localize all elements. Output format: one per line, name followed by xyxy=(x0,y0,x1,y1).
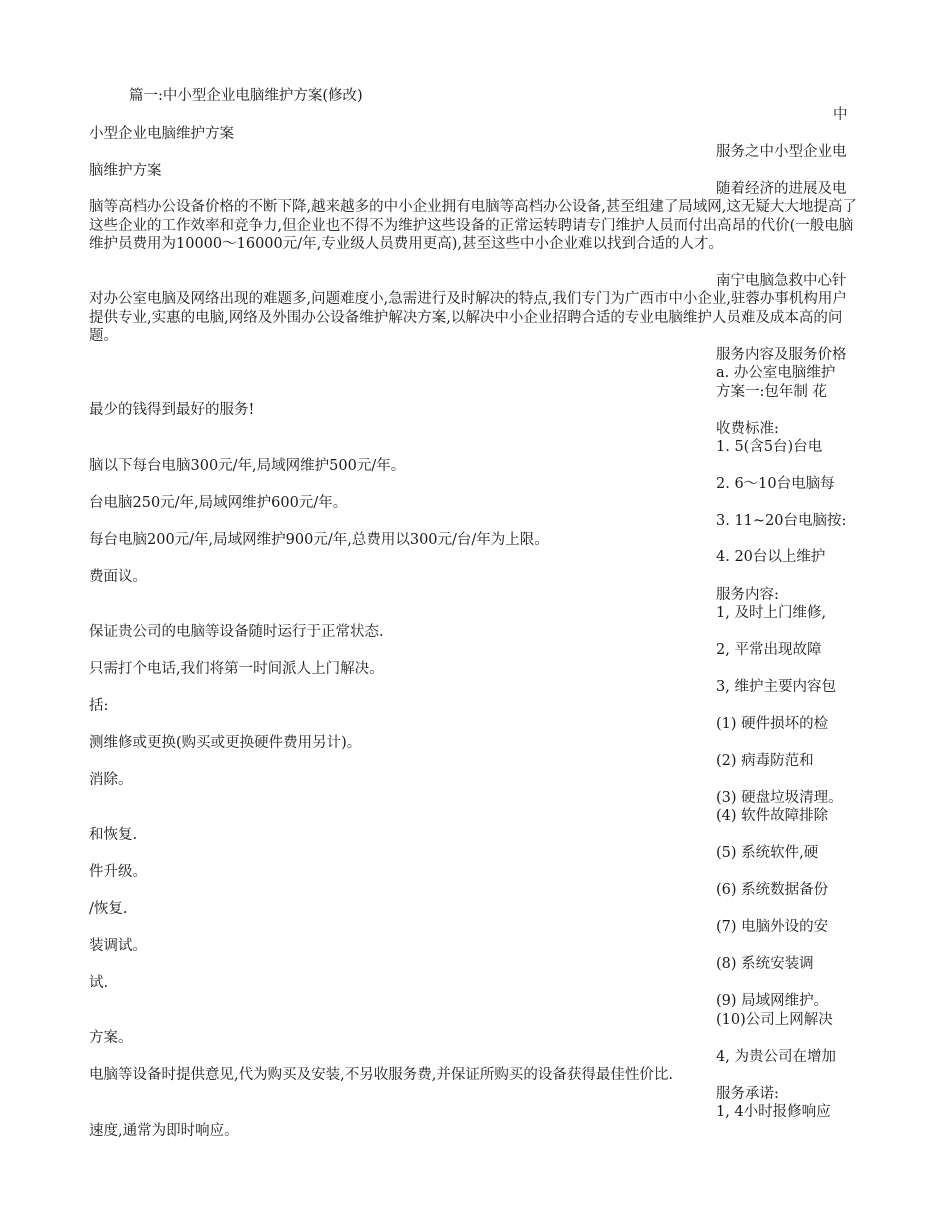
right-text-4: 南宁电脑急救中心针 xyxy=(716,273,847,289)
left-text-15: 和恢复. xyxy=(89,827,138,843)
left-text-20: 方案。 xyxy=(89,1030,133,1046)
right-text-29: 1, 4小时报修响应 xyxy=(716,1104,831,1120)
right-text-11: 3. 11~20台电脑按: xyxy=(716,513,847,529)
left-text-14: 消除。 xyxy=(89,772,133,788)
right-text-9: 1. 5(含5台)台电 xyxy=(716,439,823,455)
right-text-16: 3, 维护主要内容包 xyxy=(716,679,836,695)
right-text-24: (8) 系统安装调 xyxy=(716,956,814,972)
left-text-1: 小型企业电脑维护方案 xyxy=(89,126,234,142)
right-text-28: 服务承诺: xyxy=(716,1086,779,1102)
left-paragraph-2: 对办公室电脑及网络出现的难题多,问题难度小,急需进行及时解决的特点,我们专门为广西市中小企业,驻蓉办事机构用户提供专业,实惠的电脑,网络及外围办公设备维护解决方案,以解决中小企业招聘合适的专业电脑维护人员难及成本高的问题。 xyxy=(89,291,847,344)
right-text-23: (7) 电脑外设的安 xyxy=(716,919,829,935)
right-text-15: 2, 平常出现故障 xyxy=(716,642,822,658)
left-text-10: 保证贵公司的电脑等设备随时运行于正常状态. xyxy=(89,624,384,640)
left-text-17: /恢复. xyxy=(89,901,128,917)
right-text-22: (6) 系统数据备份 xyxy=(716,882,829,898)
left-text-16: 件升级。 xyxy=(89,864,147,880)
right-text-21: (5) 系统软件,硬 xyxy=(716,845,819,861)
left-text-2: 脑维护方案 xyxy=(89,163,162,179)
right-text-17: (1) 硬件损坏的检 xyxy=(716,716,829,732)
right-text-26: (10)公司上网解决 xyxy=(716,1012,833,1028)
right-text-27: 4, 为贵公司在增加 xyxy=(716,1049,836,1065)
left-text-7: 台电脑250元/年,局域网维护600元/年。 xyxy=(89,495,348,511)
right-text-1: 中 xyxy=(833,107,848,123)
right-text-14: 1, 及时上门维修, xyxy=(716,605,827,621)
right-text-20: (4) 软件故障排除 xyxy=(716,808,829,824)
right-text-13: 服务内容: xyxy=(716,587,779,603)
right-text-10: 2. 6～10台电脑每 xyxy=(716,476,835,492)
document-title: 篇一:中小型企业电脑维护方案(修改) xyxy=(129,88,363,104)
right-text-7: 方案一:包年制 花 xyxy=(716,384,827,400)
left-text-19: 试. xyxy=(89,975,109,991)
right-text-25: (9) 局域网维护。 xyxy=(716,993,829,1009)
left-text-6: 脑以下每台电脑300元/年,局域网维护500元/年。 xyxy=(89,458,406,474)
right-text-3: 随着经济的进展及电 xyxy=(716,181,847,197)
right-text-6: a. 办公室电脑维护 xyxy=(716,365,836,381)
left-text-8: 每台电脑200元/年,局域网维护900元/年,总费用以300元/台/年为上限。 xyxy=(89,532,549,548)
right-text-8: 收费标准: xyxy=(716,421,779,437)
left-text-22: 速度,通常为即时响应。 xyxy=(89,1123,239,1139)
left-paragraph-1: 脑等高档办公设备价格的不断下降,越来越多的中小企业拥有电脑等高档办公设备,甚至组建了局域网,这无疑大大地提高了这些企业的工作效率和竞争力,但企业也不得不为维护这些设备的正常运转聘请专门维护人员而付出高昂的代价(一般电脑维护员费用为10000～16000元/年,专业级人员费用更高),甚至这些中小企业难以找到合适的人才。 xyxy=(89,199,857,252)
left-text-21: 电脑等设备时提供意见,代为购买及安装,不另收服务费,并保证所购买的设备获得最佳性价比. xyxy=(89,1067,673,1083)
left-text-18: 装调试。 xyxy=(89,938,147,954)
left-text-5: 最少的钱得到最好的服务! xyxy=(89,402,255,418)
left-text-9: 费面议。 xyxy=(89,569,147,585)
right-text-12: 4. 20台以上维护 xyxy=(716,549,826,565)
left-text-11: 只需打个电话,我们将第一时间派人上门解决。 xyxy=(89,661,384,677)
right-text-18: (2) 病毒防范和 xyxy=(716,753,814,769)
right-text-2: 服务之中小型企业电 xyxy=(716,144,847,160)
left-text-12: 括: xyxy=(89,698,109,714)
right-text-5: 服务内容及服务价格 xyxy=(716,347,847,363)
right-text-19: (3) 硬盘垃圾清理。 xyxy=(716,790,843,806)
left-text-13: 测维修或更换(购买或更换硬件费用另计)。 xyxy=(89,735,362,751)
